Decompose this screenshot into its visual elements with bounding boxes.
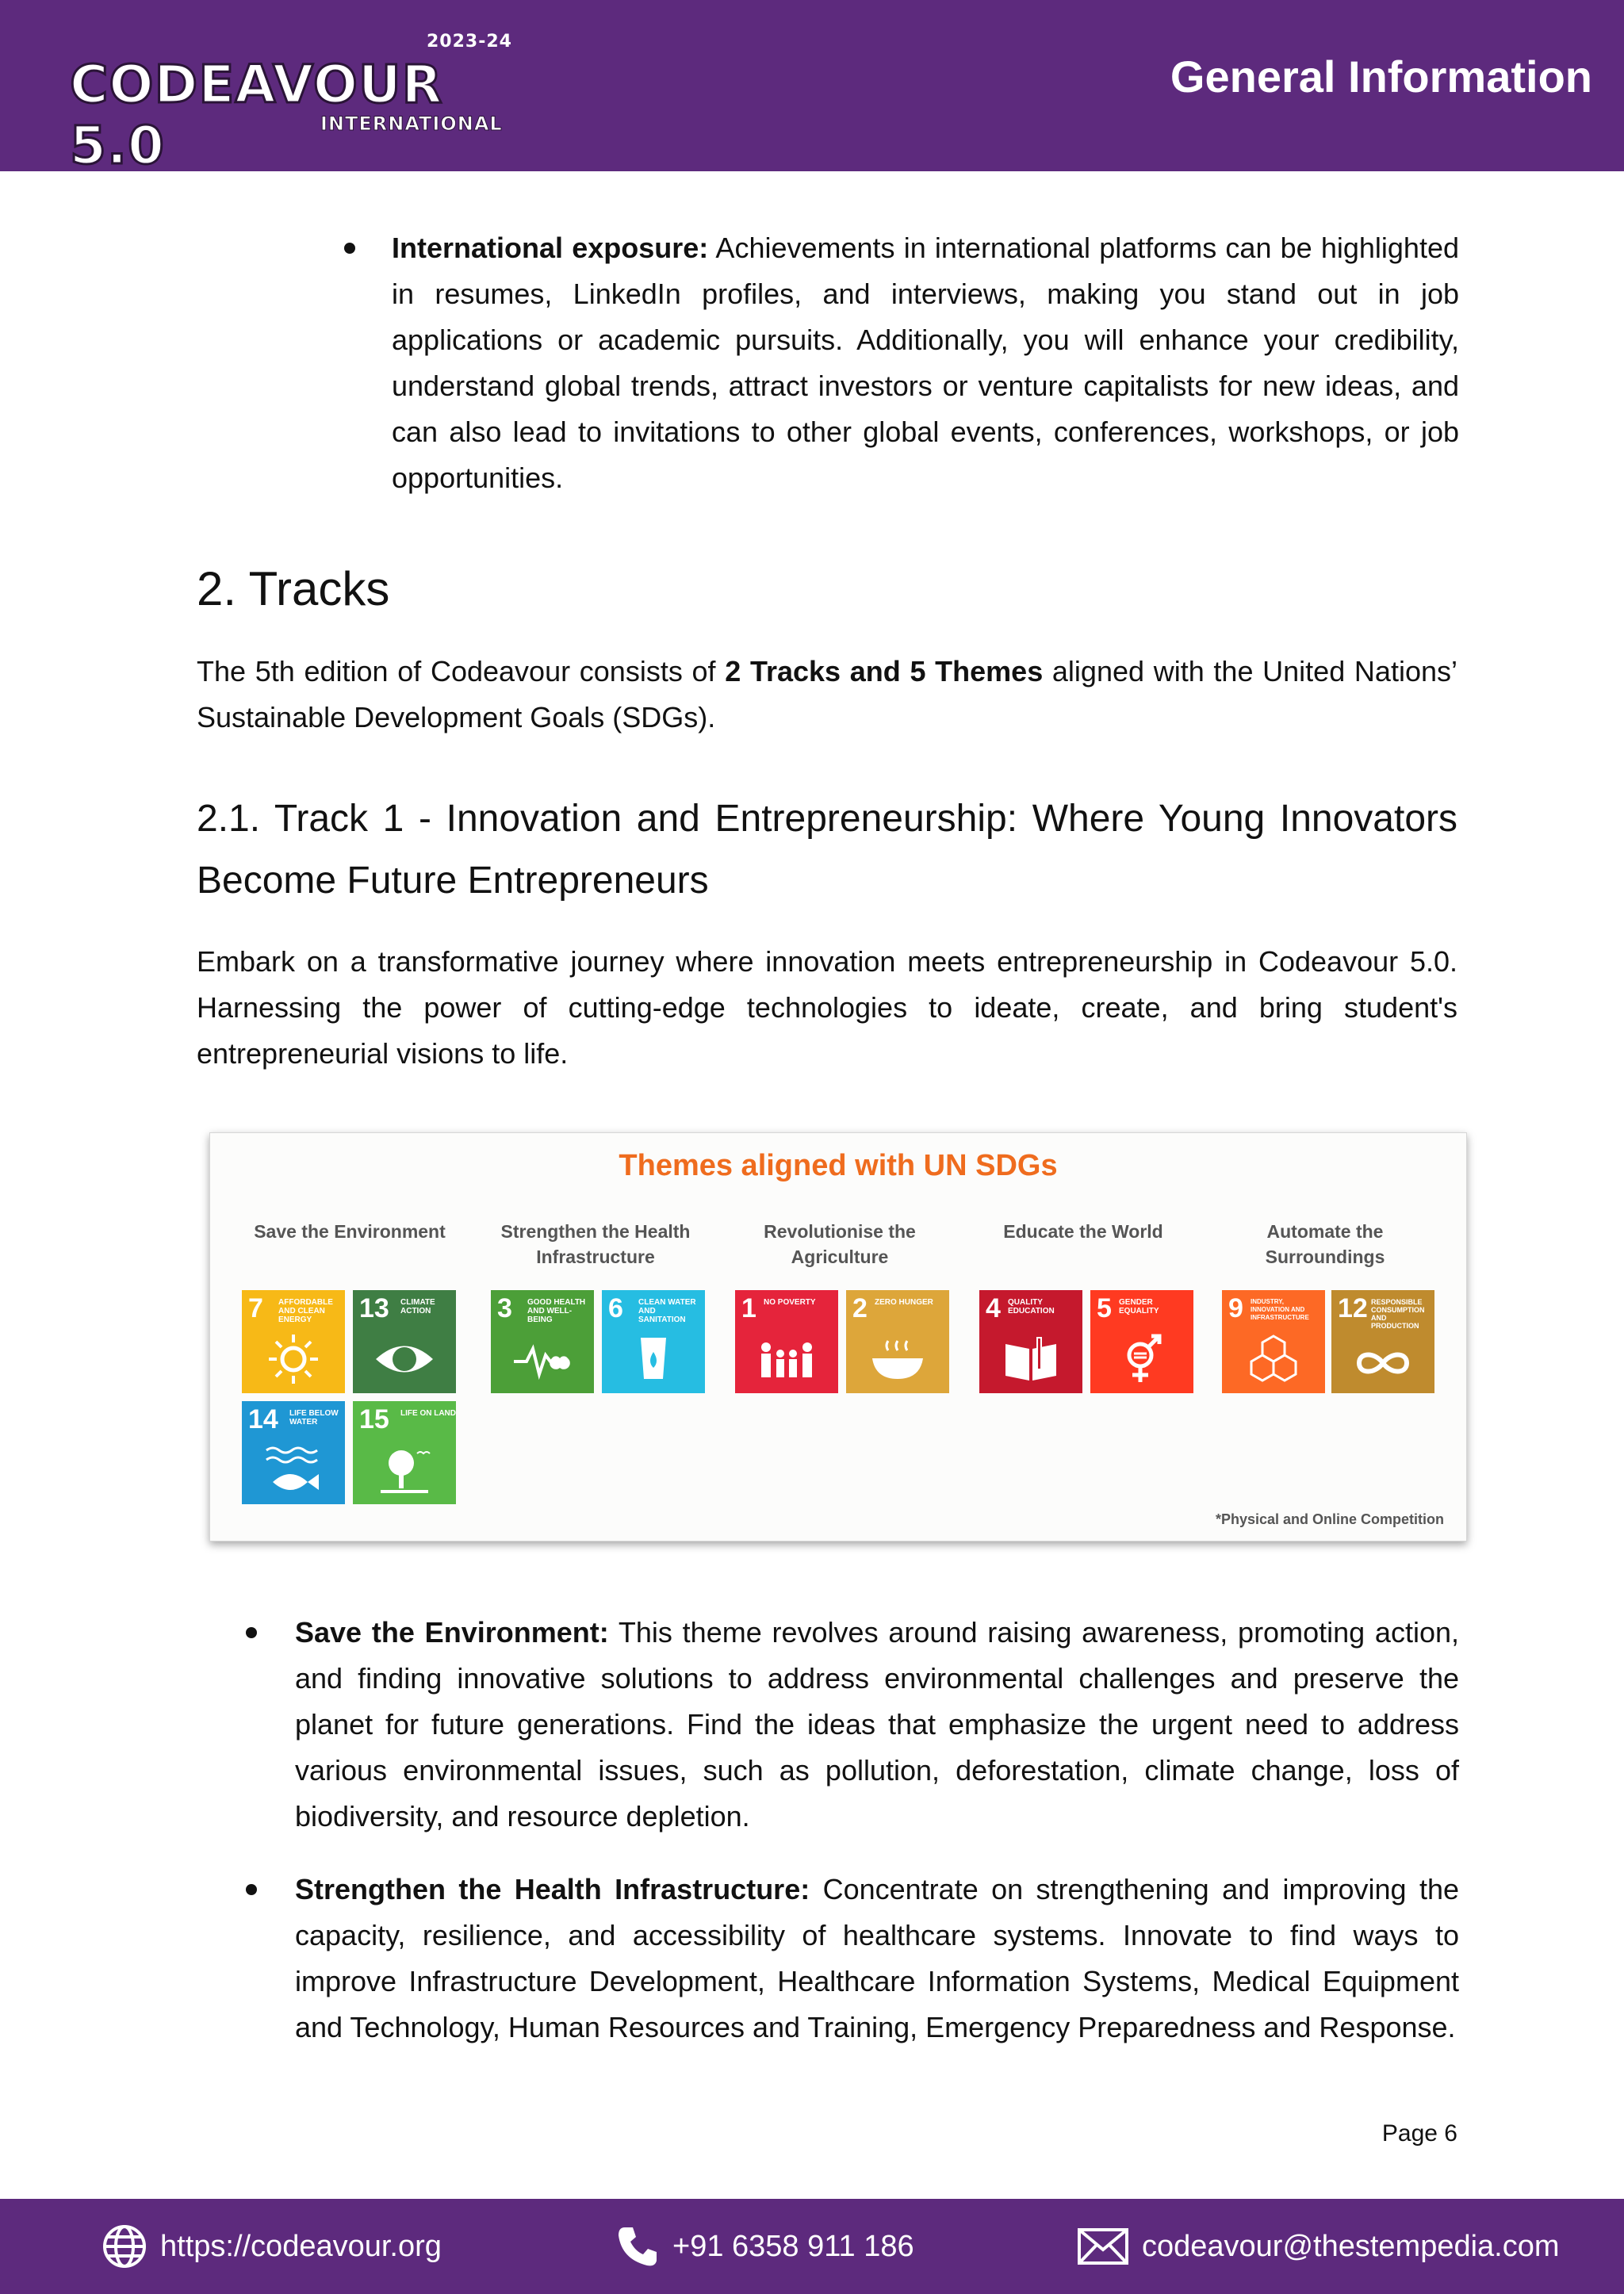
para-text: The 5th edition of Codeavour consists of (197, 655, 726, 687)
header-title: General Information (1170, 52, 1592, 101)
tile-number: 1 (741, 1293, 756, 1323)
tile-label: CLEAN WATER AND SANITATION (638, 1298, 696, 1324)
tile-label: CLIMATE ACTION (400, 1298, 435, 1316)
sdg-tile-15 (353, 1401, 456, 1504)
phone-icon (615, 2224, 660, 2269)
sdg-tile-5 (1090, 1290, 1193, 1393)
page-footer (0, 2199, 1624, 2294)
tile-number: 4 (986, 1293, 1001, 1323)
codeavour-logo (70, 29, 514, 176)
tile-number: 5 (1097, 1293, 1112, 1323)
tile-number: 15 (359, 1404, 389, 1434)
footer-phone: +91 6358 911 186 (672, 2229, 914, 2263)
page-header (0, 0, 1624, 176)
bullet-text (392, 225, 1459, 501)
bullet-text (295, 1610, 1459, 1840)
tile-number: 9 (1228, 1293, 1243, 1323)
tile-label: ZERO HUNGER (875, 1298, 933, 1307)
mail-icon (1077, 2227, 1129, 2265)
sdg-tile-13 (353, 1290, 456, 1393)
sdg-tile-14 (242, 1401, 345, 1504)
bullet-dot (246, 1884, 257, 1895)
theme-label-health: Strengthen the Health Infrastructure (500, 1221, 691, 1267)
para-text: aligned with the United Nations’ Sustainable Development Goals (SDGs). (197, 655, 1457, 733)
tile-number: 12 (1338, 1293, 1368, 1323)
page-number: Page 6 (1381, 2120, 1457, 2147)
theme-label-automation: Automate the Surroundings (1265, 1221, 1385, 1267)
cubes-icon (1242, 1331, 1305, 1387)
bullet-dot (344, 243, 355, 254)
bullet-label: Strengthen the Health Infrastructure: (295, 1873, 810, 1905)
water-drop-icon (622, 1331, 685, 1387)
gender-icon (1110, 1331, 1174, 1387)
sdg-tile-1 (735, 1290, 838, 1393)
logo-year: 2023-24 (427, 32, 512, 52)
tree-icon (373, 1442, 436, 1498)
tile-label: GOOD HEALTH AND WELL-BEING (527, 1298, 586, 1324)
footer-website-link[interactable] (102, 2226, 442, 2267)
bullet-health-infrastructure (246, 1867, 1459, 2051)
tile-label: RESPONSIBLE CONSUMPTION AND PRODUCTION (1371, 1298, 1425, 1330)
tile-number: 13 (359, 1293, 389, 1323)
section-heading: 2. Tracks (197, 562, 390, 615)
tile-label: QUALITY EDUCATION (1008, 1298, 1055, 1316)
bullet-body: Achievements in international platforms can be highlighted in resumes, LinkedIn profiles, and interviews, making you stand out in job applications or academic pursuits. Additionally, you will enhance your credibility, understand global trends, attract investors or venture capitalists for new ideas, and can also lead to invitations to other global events, conferences, workshops, or job opportunities. (392, 232, 1459, 494)
figure-title: Themes aligned with UN SDGs (619, 1149, 1058, 1182)
tile-label: LIFE BELOW WATER (289, 1409, 339, 1427)
tile-number: 7 (248, 1293, 263, 1323)
family-icon (755, 1331, 818, 1387)
footer-website: https://codeavour.org (160, 2229, 442, 2263)
bullet-text (295, 1867, 1459, 2051)
section-paragraph (197, 649, 1457, 741)
para-bold: 2 Tracks and 5 Themes (725, 655, 1044, 687)
footer-email: codeavour@thestempedia.com (1142, 2229, 1560, 2263)
subsection-heading: 2.1. Track 1 - Innovation and Entrepreneurship: Where Young Innovators Become Future Entrepreneurs (197, 798, 1457, 902)
theme-label-agriculture: Revolutionise the Agriculture (764, 1221, 916, 1267)
tile-number: 14 (248, 1404, 278, 1434)
globe-icon (102, 2223, 147, 2269)
sdg-tile-9 (1222, 1290, 1325, 1393)
sdg-tile-12 (1331, 1290, 1434, 1393)
sdg-tile-2 (846, 1290, 949, 1393)
tile-number: 3 (497, 1293, 512, 1323)
bullet-label: Save the Environment: (295, 1616, 609, 1649)
theme-label-education: Educate the World (1003, 1221, 1163, 1242)
sdg-tile-7 (242, 1290, 345, 1393)
heartbeat-icon (511, 1331, 574, 1387)
tile-label: AFFORDABLE AND CLEAN ENERGY (278, 1298, 333, 1324)
bowl-icon (866, 1331, 929, 1387)
bullet-dot (246, 1627, 257, 1638)
tile-label: LIFE ON LAND (400, 1409, 456, 1418)
fish-icon (262, 1442, 325, 1498)
sdg-tile-3 (491, 1290, 594, 1393)
infinity-icon (1351, 1331, 1415, 1387)
bullet-save-environment (246, 1610, 1459, 1840)
sdg-tile-4 (979, 1290, 1082, 1393)
eye-globe-icon (373, 1331, 436, 1387)
tile-number: 6 (608, 1293, 623, 1323)
logo-wordmark: CODEAVOUR 5.0 (70, 54, 443, 176)
intro-bullet (344, 225, 1459, 501)
tile-label: GENDER EQUALITY (1119, 1298, 1159, 1316)
tile-label: INDUSTRY, INNOVATION AND INFRASTRUCTURE (1251, 1298, 1309, 1321)
sun-icon (262, 1331, 325, 1387)
footer-email-link[interactable] (1077, 2226, 1560, 2267)
footer-phone-link[interactable] (615, 2226, 914, 2267)
tile-label: NO POVERTY (764, 1298, 816, 1307)
logo-subtitle: INTERNATIONAL (320, 113, 503, 135)
figure-note: *Physical and Online Competition (1215, 1511, 1444, 1527)
bullet-body: This theme revolves around raising awareness, promoting action, and finding innovative solutions to address environmental challenges and preserve the planet for future generations. Find the ideas that emphasize the urgent need to address various environmental issues, such as pollution, deforestation, climate change, loss of biodiversity, and resource depletion. (295, 1616, 1459, 1833)
book-icon (999, 1331, 1063, 1387)
subsection-paragraph: Embark on a transformative journey where innovation meets entrepreneurship in Codeavour 5.0. Harnessing the power of cutting-edge technologies to ideate, create, and bring student's entrepreneurial visions to life. (197, 945, 1457, 1070)
bullet-label: International exposure: (392, 232, 709, 264)
sdg-themes-figure (209, 1132, 1467, 1541)
theme-label-environment: Save the Environment (254, 1221, 446, 1242)
bullet-body: Concentrate on strengthening and improving the capacity, resilience, and accessibility of healthcare systems. Innovate to find ways to improve Infrastructure Development, Healthcare Information Systems, Medical Equipment and Technology, Human Resources and Training, Emergency Preparedness and Response. (295, 1873, 1459, 2043)
sdg-tile-6 (602, 1290, 705, 1393)
tile-number: 2 (852, 1293, 868, 1323)
